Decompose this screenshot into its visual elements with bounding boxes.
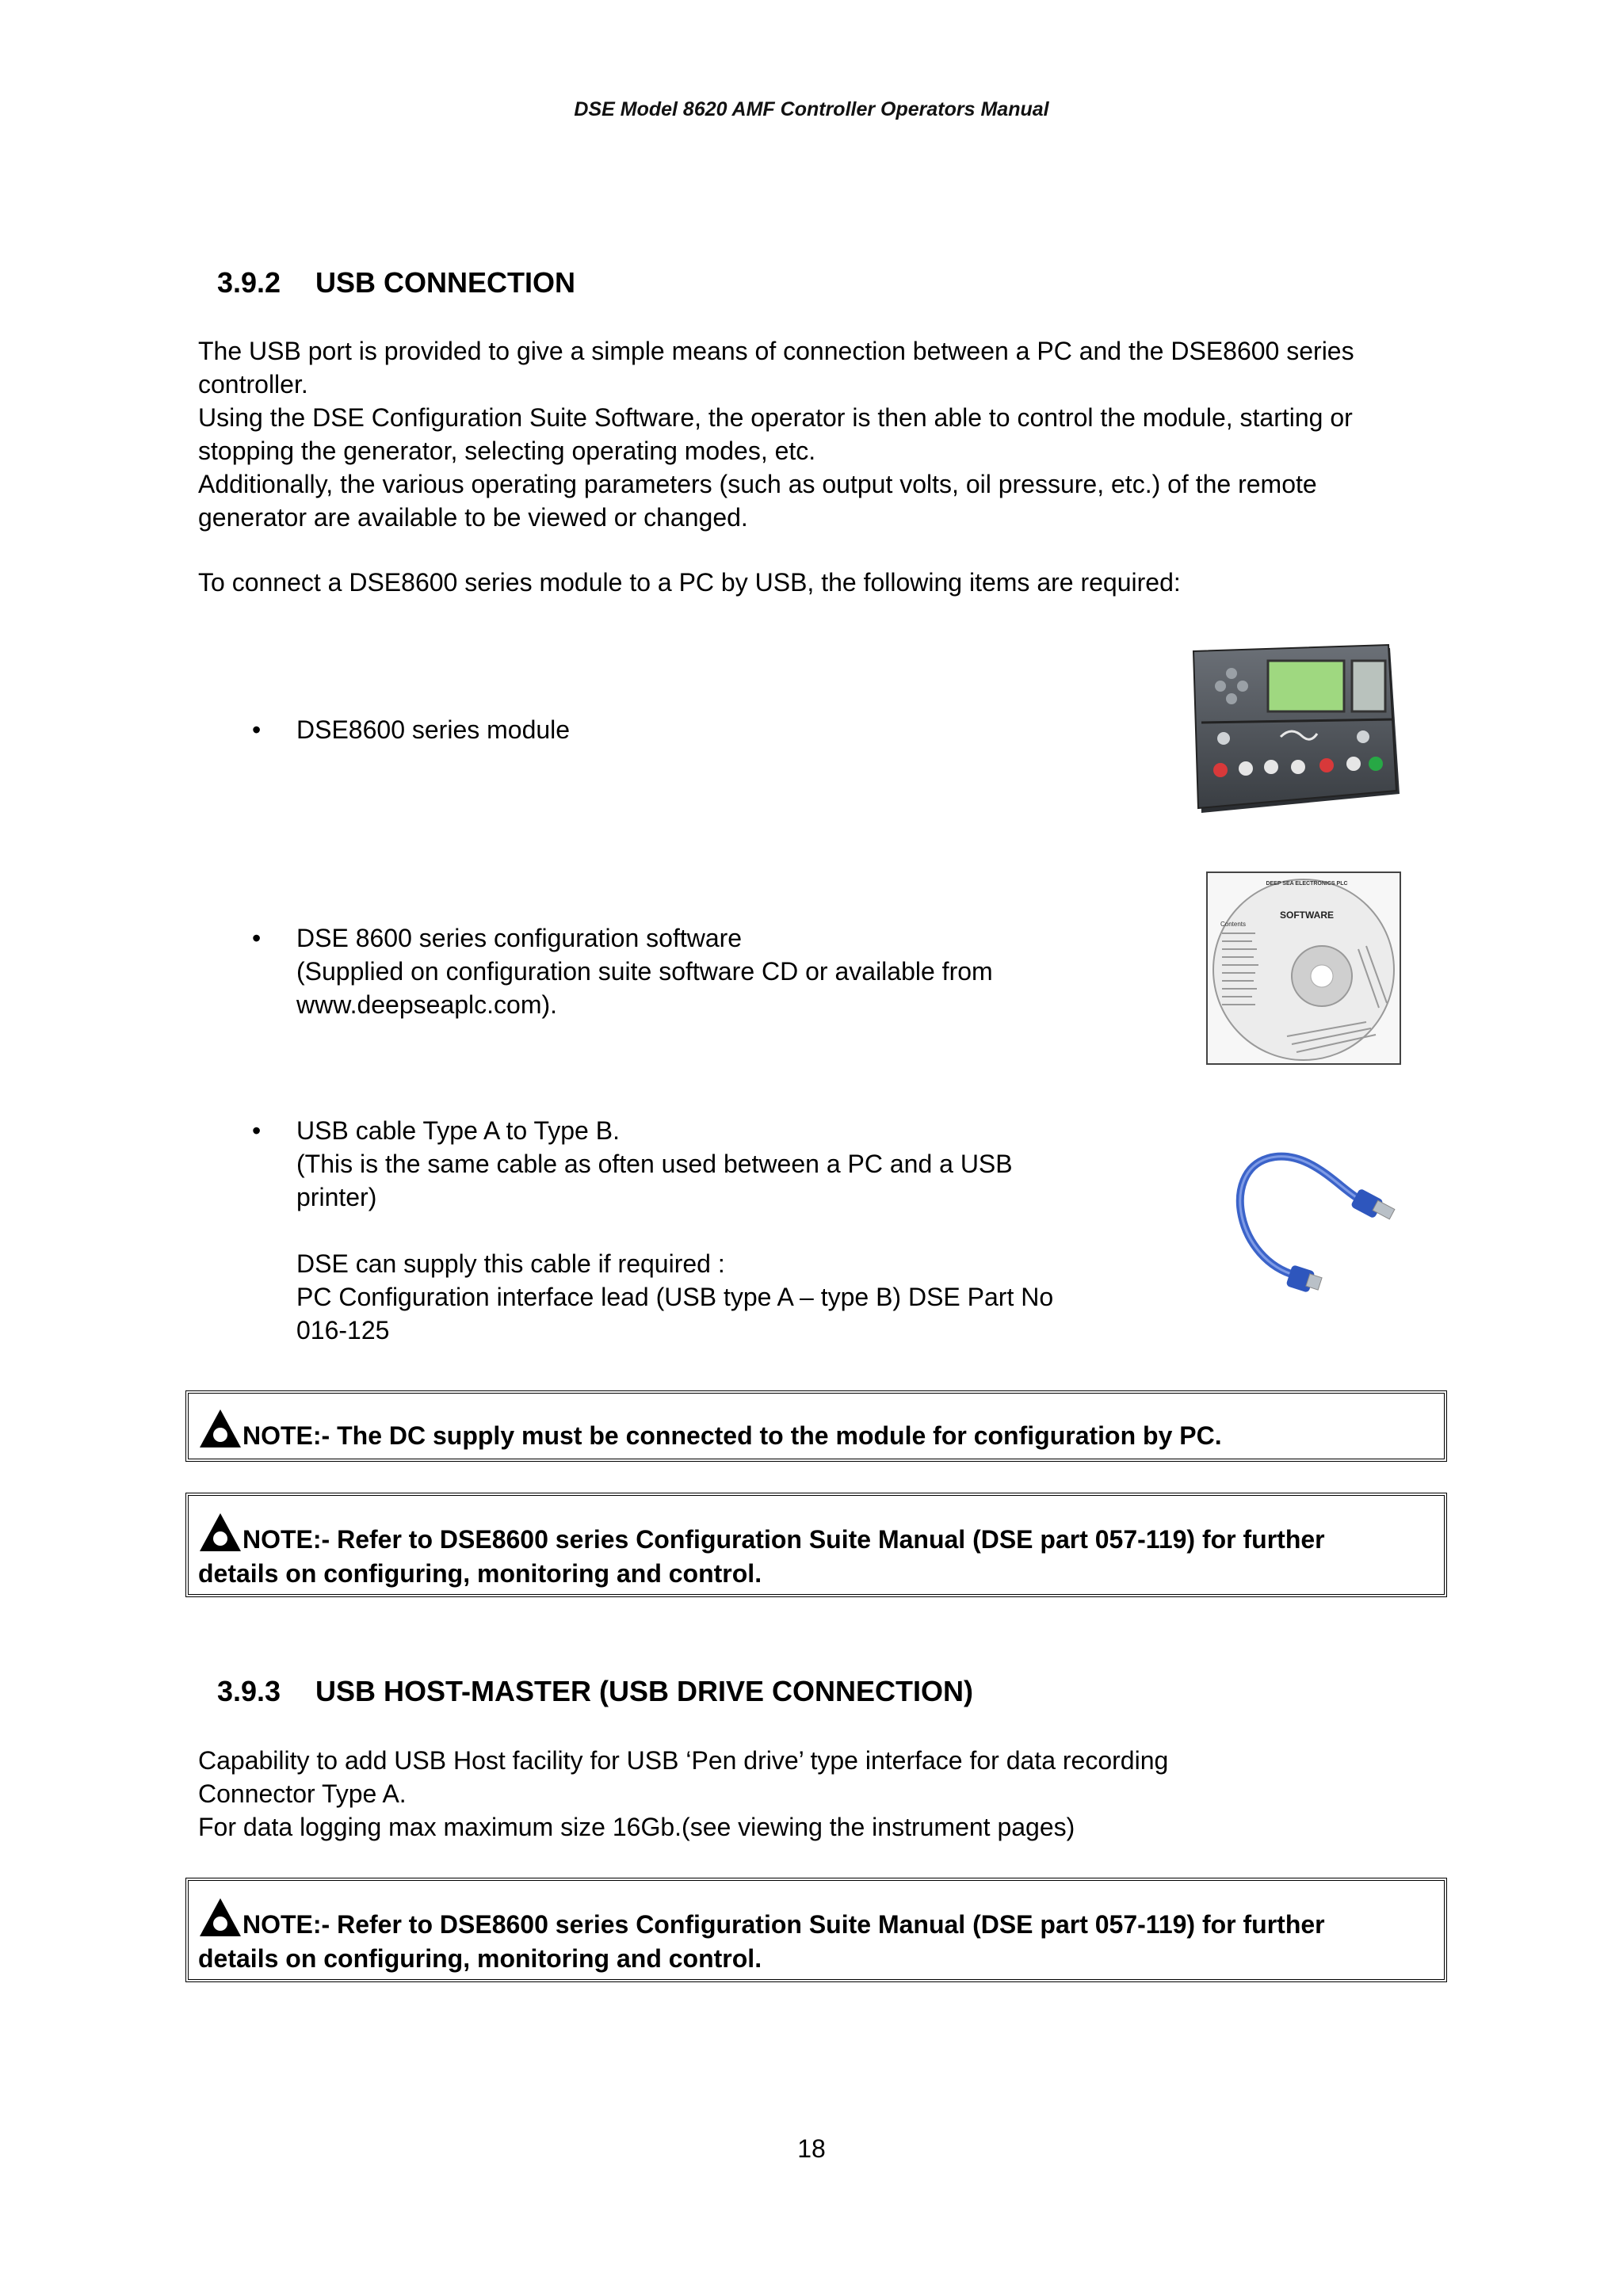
section-title: USB HOST-MASTER (USB DRIVE CONNECTION) bbox=[315, 1675, 974, 1707]
list-item-line: PC Configuration interface lead (USB type A – type B) DSE Part No bbox=[296, 1283, 1054, 1311]
paragraph-line: controller. bbox=[198, 370, 308, 399]
requirement-intro: To connect a DSE8600 series module to a PC by USB, the following items are required: bbox=[198, 568, 1181, 597]
bullet-icon: • bbox=[252, 924, 262, 952]
running-header: DSE Model 8620 AMF Controller Operators Manual bbox=[574, 98, 1049, 120]
note-config-manual-host bbox=[185, 1878, 1447, 1982]
section-heading-3-9-3 bbox=[217, 1675, 973, 1708]
page-number: 18 bbox=[797, 2134, 826, 2163]
section-number: 3.9.2 bbox=[217, 266, 281, 299]
list-item-line: DSE 8600 series configuration software bbox=[296, 924, 743, 952]
cd-title: SOFTWARE bbox=[1280, 910, 1334, 921]
software-cd-icon bbox=[1206, 871, 1401, 1065]
paragraph-line: Using the DSE Configuration Suite Software, the operator is then able to control the module, starting or bbox=[198, 403, 1353, 432]
list-item-module bbox=[296, 713, 1168, 746]
note-line bbox=[198, 1897, 1436, 1942]
list-item-software bbox=[296, 921, 1168, 1021]
list-item-line: printer) bbox=[296, 1183, 377, 1211]
note-line bbox=[198, 1512, 1436, 1557]
bullet-icon: • bbox=[252, 1116, 262, 1145]
controller-module-icon bbox=[1186, 643, 1404, 818]
usb-connection-paragraph bbox=[198, 334, 1466, 534]
paragraph-line: generator are available to be viewed or changed. bbox=[198, 503, 748, 532]
paragraph-line: Additionally, the various operating parameters (such as output volts, oil pressure, etc.) of the remote bbox=[198, 470, 1317, 498]
section-heading-3-9-2 bbox=[217, 266, 575, 299]
paragraph-line: For data logging max maximum size 16Gb.(see viewing the instrument pages) bbox=[198, 1813, 1075, 1841]
cd-contents-heading: Contents bbox=[1220, 921, 1247, 928]
list-item-spacer bbox=[296, 1214, 1168, 1247]
list-item-line: (Supplied on configuration suite software CD or available from bbox=[296, 957, 993, 986]
section-title: USB CONNECTION bbox=[315, 266, 576, 299]
paragraph-line: Capability to add USB Host facility for USB ‘Pen drive’ type interface for data recording bbox=[198, 1746, 1169, 1775]
warning-icon bbox=[198, 1897, 242, 1938]
note-text: NOTE:- Refer to DSE8600 series Configuration Suite Manual (DSE part 057-119) for further bbox=[242, 1910, 1325, 1939]
bullet-icon: • bbox=[252, 715, 262, 744]
paragraph-line: stopping the generator, selecting operating modes, etc. bbox=[198, 437, 816, 465]
usb-cable-icon bbox=[1220, 1141, 1403, 1299]
section-number: 3.9.3 bbox=[217, 1675, 281, 1707]
note-config-manual bbox=[185, 1493, 1447, 1597]
usb-host-paragraph bbox=[198, 1744, 1466, 1844]
note-text: NOTE:- Refer to DSE8600 series Configuration Suite Manual (DSE part 057-119) for further bbox=[242, 1525, 1325, 1554]
list-item-usb-cable bbox=[296, 1114, 1168, 1347]
note-dc-supply bbox=[185, 1390, 1447, 1462]
warning-icon bbox=[198, 1512, 242, 1553]
paragraph-line: Connector Type A. bbox=[198, 1779, 407, 1808]
list-item-line: USB cable Type A to Type B. bbox=[296, 1116, 620, 1145]
warning-icon bbox=[198, 1408, 242, 1449]
list-item-line: 016-125 bbox=[296, 1316, 390, 1344]
note-text: NOTE:- The DC supply must be connected to the module for configuration by PC. bbox=[242, 1421, 1222, 1450]
list-item-line: (This is the same cable as often used between a PC and a USB bbox=[296, 1150, 1013, 1178]
list-item-line: www.deepseaplc.com). bbox=[296, 990, 558, 1019]
list-item-line: DSE can supply this cable if required : bbox=[296, 1249, 725, 1278]
list-item-line: DSE8600 series module bbox=[296, 715, 571, 744]
note-text: details on configuring, monitoring and control. bbox=[198, 1559, 762, 1588]
paragraph-line: The USB port is provided to give a simple means of connection between a PC and the DSE8600 series bbox=[198, 337, 1354, 365]
cd-brand: DEEP SEA ELECTRONICS PLC bbox=[1266, 881, 1348, 887]
note-text: details on configuring, monitoring and control. bbox=[198, 1944, 762, 1973]
